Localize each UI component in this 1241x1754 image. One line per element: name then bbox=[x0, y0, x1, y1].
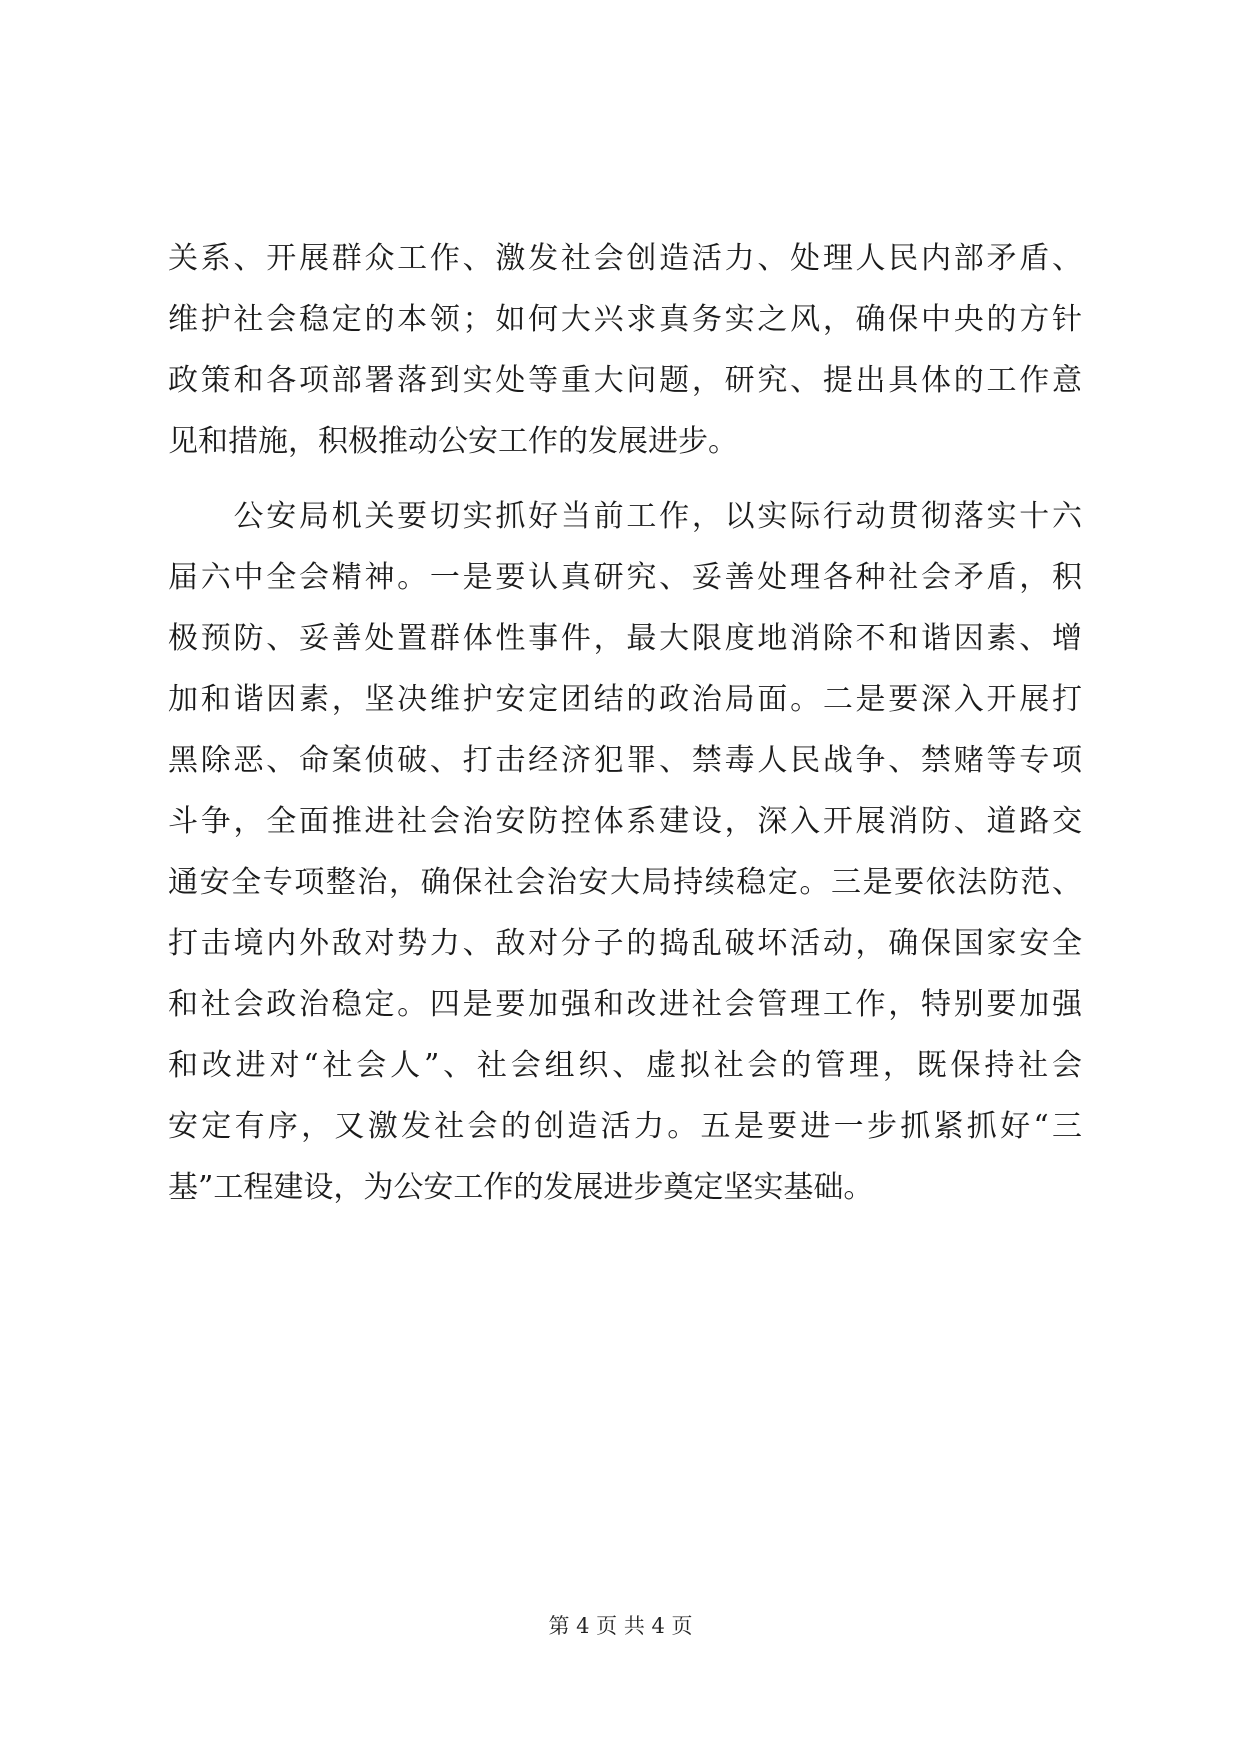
text-line: 打击境内外敌对势力、敌对分子的捣乱破坏活动，确保国家安全 bbox=[168, 926, 1082, 961]
paragraph-2 bbox=[168, 486, 1082, 1218]
page-number-footer: 第 4 页 共 4 页 bbox=[548, 1614, 693, 1638]
text-line: 关系、开展群众工作、激发社会创造活力、处理人民内部矛盾、 bbox=[168, 241, 1082, 276]
text-line: 和社会政治稳定。四是要加强和改进社会管理工作，特别要加强 bbox=[168, 987, 1082, 1022]
text-line: 通安全专项整治，确保社会治安大局持续稳定。三是要依法防范、 bbox=[168, 865, 1082, 900]
text-line: 公安局机关要切实抓好当前工作，以实际行动贯彻落实十六 bbox=[168, 499, 1082, 534]
text-line: 基”工程建设，为公安工作的发展进步奠定坚实基础。 bbox=[168, 1170, 874, 1205]
text-line: 极预防、妥善处置群体性事件，最大限度地消除不和谐因素、增 bbox=[168, 621, 1082, 656]
text-line: 安定有序，又激发社会的创造活力。五是要进一步抓紧抓好“三 bbox=[168, 1109, 1082, 1144]
paragraph-gap bbox=[168, 472, 1082, 486]
text-line: 和改进对“社会人”、社会组织、虚拟社会的管理，既保持社会 bbox=[168, 1048, 1082, 1083]
text-line: 维护社会稳定的本领；如何大兴求真务实之风，确保中央的方针 bbox=[168, 302, 1082, 337]
text-line: 见和措施，积极推动公安工作的发展进步。 bbox=[168, 424, 738, 459]
text-line: 政策和各项部署落到实处等重大问题，研究、提出具体的工作意 bbox=[168, 363, 1082, 398]
text-line: 斗争，全面推进社会治安防控体系建设，深入开展消防、道路交 bbox=[168, 804, 1082, 839]
paragraph-1 bbox=[168, 228, 1082, 472]
text-line: 黑除恶、命案侦破、打击经济犯罪、禁毒人民战争、禁赌等专项 bbox=[168, 743, 1082, 778]
text-line: 届六中全会精神。一是要认真研究、妥善处理各种社会矛盾，积 bbox=[168, 560, 1082, 595]
body-text bbox=[168, 228, 1082, 1218]
text-line: 加和谐因素，坚决维护安定团结的政治局面。二是要深入开展打 bbox=[168, 682, 1082, 717]
